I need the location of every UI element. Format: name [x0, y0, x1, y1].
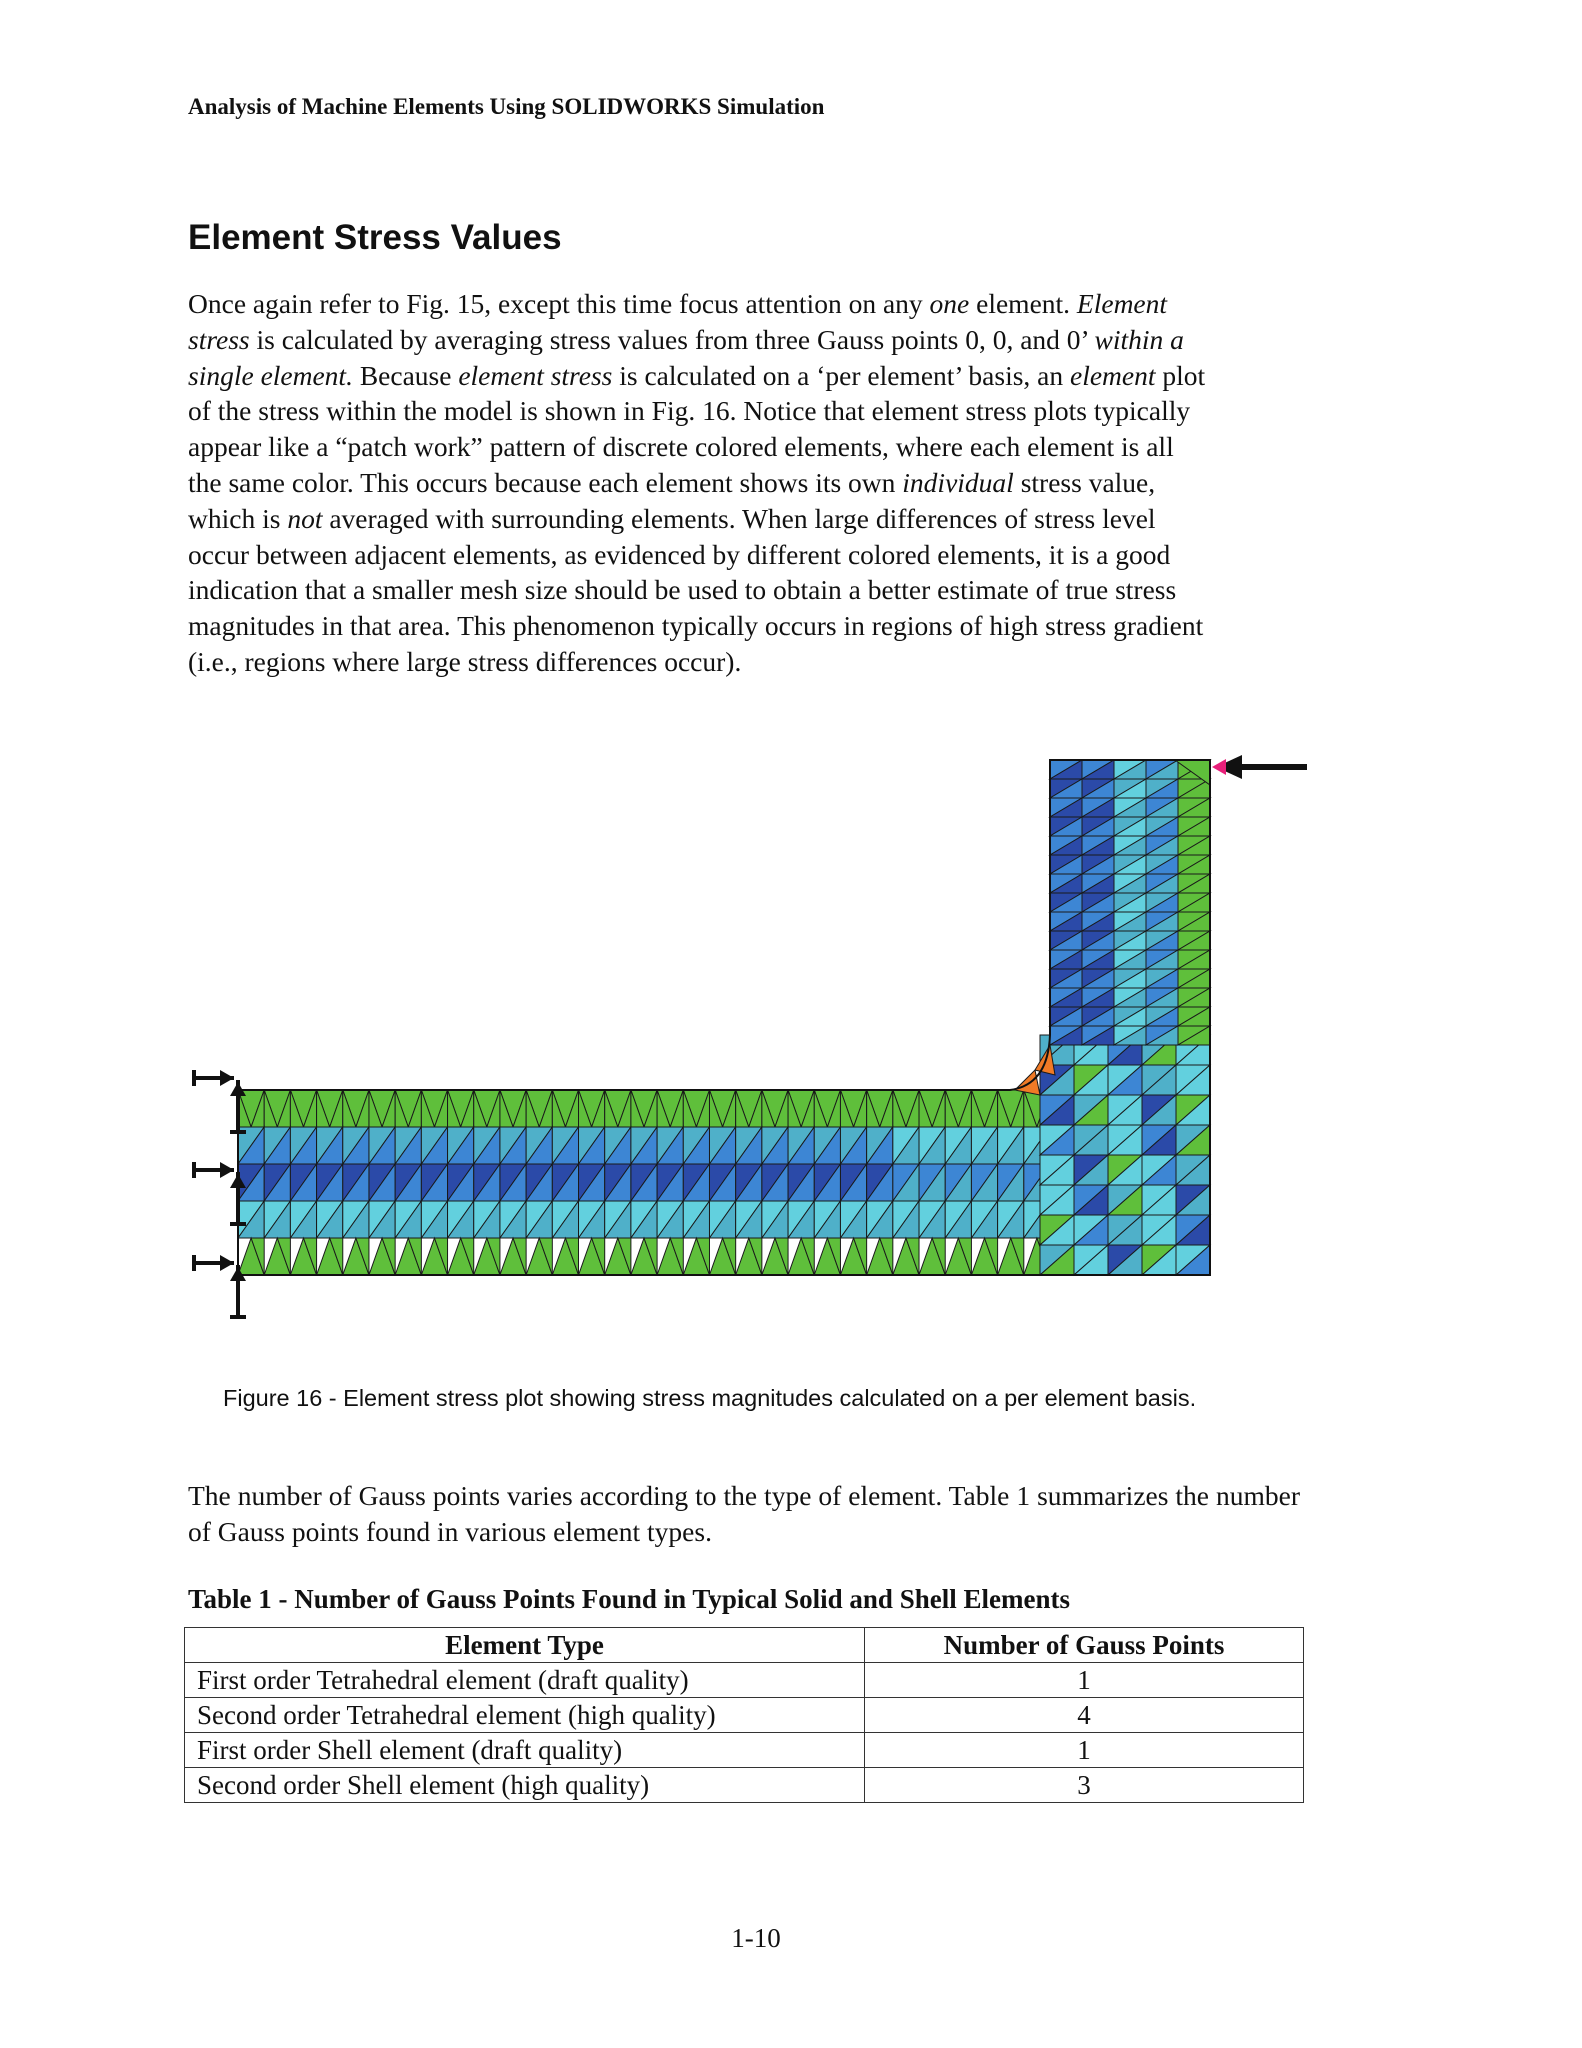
gauss-points-table [184, 1627, 1304, 1803]
element-type-cell: Second order Tetrahedral element (high quality) [185, 1698, 865, 1733]
element-stress-paragraph: Once again refer to Fig. 15, except this time focus attention on any one element. Element stress is calculated by averaging stress values from three Gauss points 0, 0, and 0’ within a single element. Because element stress is calculated on a ‘per element’ basis, an element plot of the stress within the model is shown in Fig. 16. Notice that element stress plots typically appear like a “patch work” pattern of discrete colored elements, where each element is all the same color. This occurs because each element shows its own individual stress value, which is not averaged with surrounding elements. When large differences of stress level occur between adjacent elements, as evidenced by different colored elements, it is a good indication that a smaller mesh size should be used to obtain a better estimate of true stress magnitudes in that area. This phenomenon typically occurs in regions of high stress gradient (i.e., regions where large stress differences occur). [188, 288, 1206, 677]
figure-caption: Figure 16 - Element stress plot showing stress magnitudes calculated on a per element basis. [223, 1385, 1197, 1411]
applied-load-arrow [1212, 755, 1307, 779]
gauss-points-cell: 4 [865, 1698, 1304, 1733]
table-row [185, 1733, 1304, 1768]
section-title: Element Stress Values [188, 218, 562, 257]
column-header-gauss-points: Number of Gauss Points [865, 1628, 1304, 1663]
element-type-cell: First order Tetrahedral element (draft quality) [185, 1663, 865, 1698]
element-type-cell: Second order Shell element (high quality) [185, 1768, 865, 1803]
fixture-symbols [194, 1070, 246, 1317]
gauss-points-paragraph: The number of Gauss points varies according to the type of element. Table 1 summarizes the number of Gauss points found in various element types. [188, 1480, 1300, 1547]
gauss-points-cell: 3 [865, 1768, 1304, 1803]
gauss-points-cell: 1 [865, 1663, 1304, 1698]
fixture-icon [194, 1070, 246, 1132]
load-arrow-icon [1212, 755, 1307, 779]
running-header: Analysis of Machine Elements Using SOLIDWORKS Simulation [188, 94, 825, 119]
high-stress-element [1015, 1070, 1040, 1095]
table-row [185, 1768, 1304, 1803]
element-stress-figure [180, 745, 1330, 1345]
element-stress-plot [180, 745, 1330, 1345]
table-row [185, 1663, 1304, 1698]
page-number: 1-10 [731, 1923, 781, 1953]
column-header-element-type: Element Type [185, 1628, 865, 1663]
table-row [185, 1698, 1304, 1733]
element-type-cell: First order Shell element (draft quality) [185, 1733, 865, 1768]
table-title: Table 1 - Number of Gauss Points Found in Typical Solid and Shell Elements [188, 1584, 1070, 1614]
table-header-row [185, 1628, 1304, 1663]
stress-mesh [238, 760, 1210, 1275]
gauss-points-cell: 1 [865, 1733, 1304, 1768]
